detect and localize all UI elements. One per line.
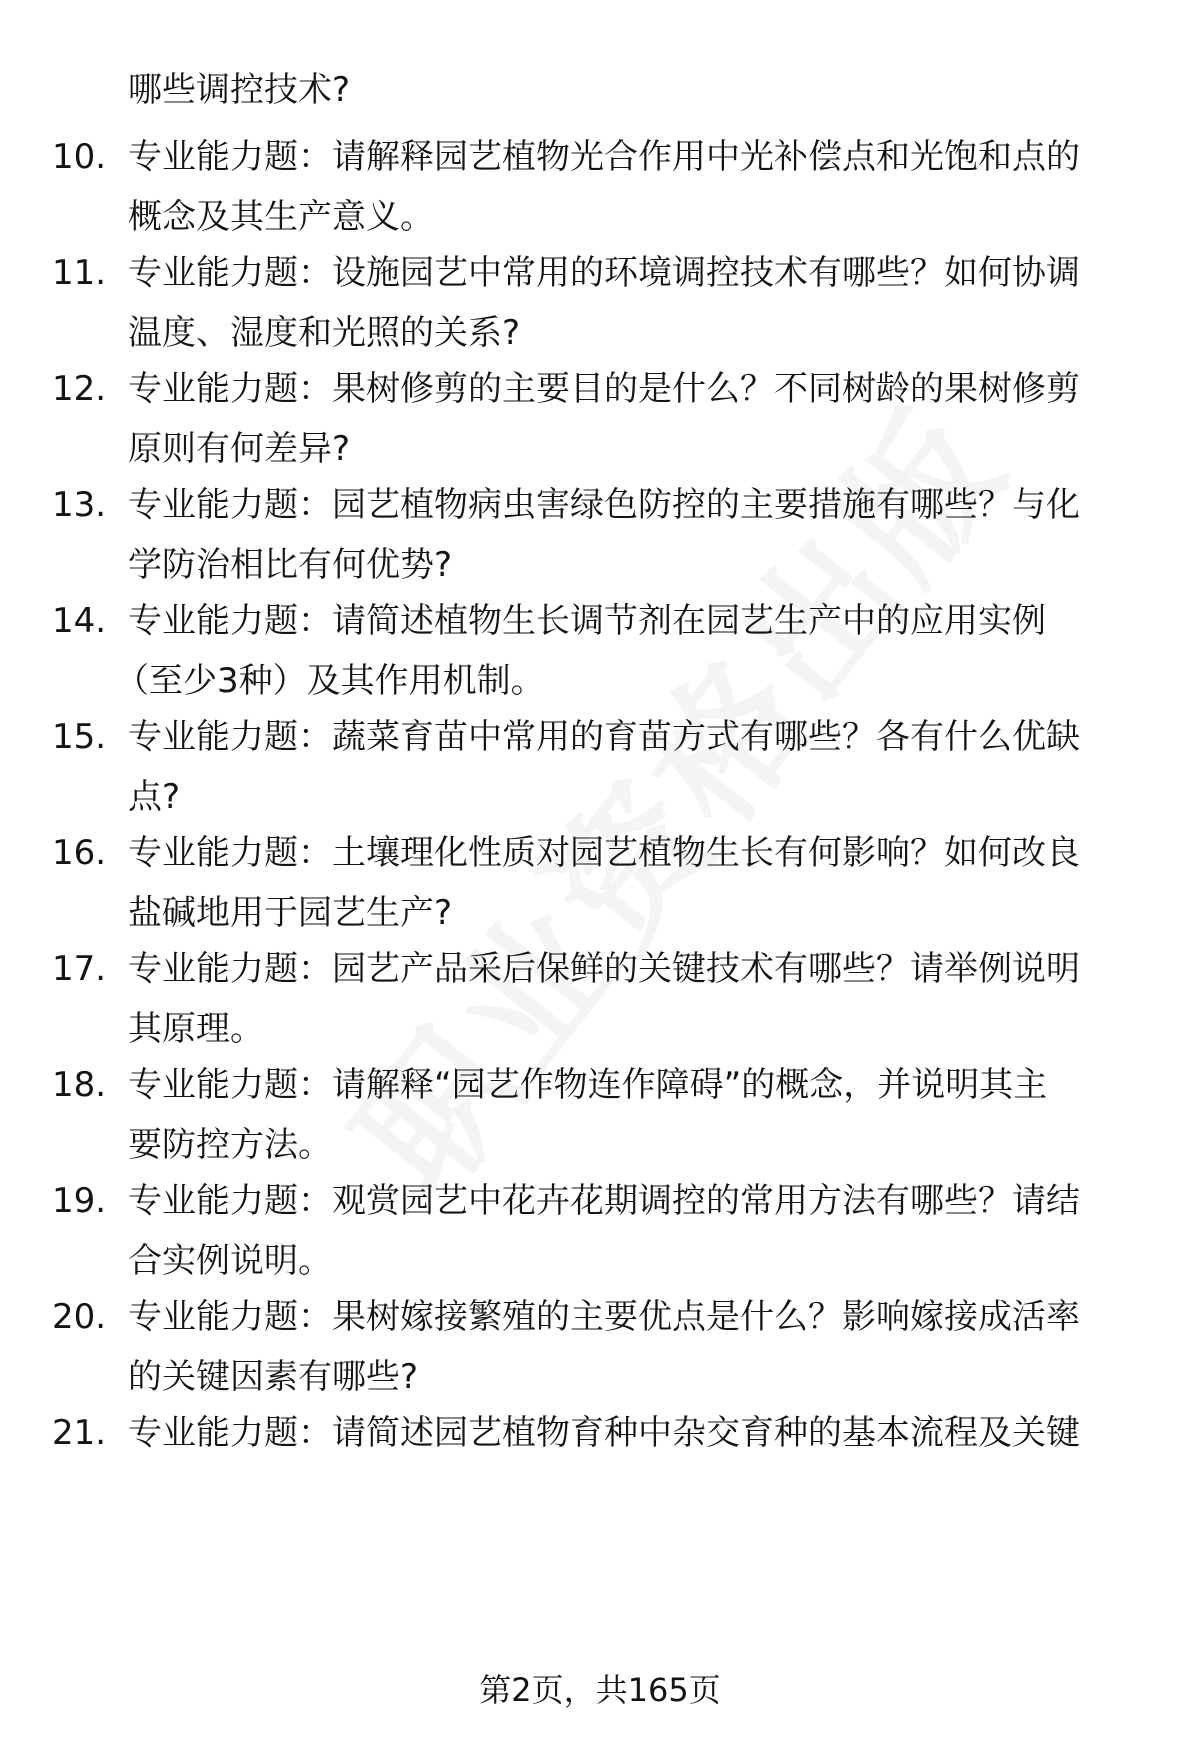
continuation-line: 哪些调控技术? (128, 70, 351, 110)
question-text-line: 专业能力题：请解释“园艺作物连作障碍”的概念，并说明其主 (128, 1065, 1048, 1105)
question-number: 16. (52, 833, 107, 873)
question-text-line: 合实例说明。 (128, 1241, 332, 1281)
question-item (0, 1403, 1200, 1523)
question-text-line: 专业能力题：园艺植物病虫害绿色防控的主要措施有哪些？与化 (128, 485, 1080, 525)
question-text-line: 原则有何差异? (128, 429, 351, 469)
question-text-line: 专业能力题：观赏园艺中花卉花期调控的常用方法有哪些？请结 (128, 1181, 1080, 1221)
question-item (0, 591, 1200, 711)
page-footer (0, 1662, 1200, 1718)
question-item (0, 939, 1200, 1059)
question-text-line: 专业能力题：果树嫁接繁殖的主要优点是什么？影响嫁接成活率 (128, 1297, 1080, 1337)
question-item (0, 243, 1200, 363)
question-text-line: 要防控方法。 (128, 1125, 332, 1165)
question-number: 18. (52, 1065, 107, 1105)
question-text-line: 学防治相比有何优势? (128, 545, 453, 585)
question-text-line: 概念及其生产意义。 (128, 197, 434, 237)
question-text-line: 其原理。 (128, 1009, 264, 1049)
question-text-line: 专业能力题：蔬菜育苗中常用的育苗方式有哪些？各有什么优缺 (128, 717, 1080, 757)
question-number: 14. (52, 601, 107, 641)
question-number: 20. (52, 1297, 107, 1337)
question-text-line: 盐碱地用于园艺生产? (128, 893, 453, 933)
question-number: 19. (52, 1181, 107, 1221)
question-number: 13. (52, 485, 107, 525)
question-number: 12. (52, 369, 107, 409)
question-item (0, 1055, 1200, 1175)
question-text-line: 专业能力题：果树修剪的主要目的是什么？不同树龄的果树修剪 (128, 369, 1080, 409)
question-text-line: 点? (128, 777, 181, 817)
question-number: 21. (52, 1413, 107, 1453)
question-text-line: 温度、湿度和光照的关系? (128, 313, 521, 353)
question-number: 10. (52, 137, 107, 177)
question-item (0, 707, 1200, 827)
question-text-line: 专业能力题：设施园艺中常用的环境调控技术有哪些？如何协调 (128, 253, 1080, 293)
question-item (0, 359, 1200, 479)
question-item (0, 1287, 1200, 1407)
question-text-line: 专业能力题：请简述植物生长调节剂在园艺生产中的应用实例 (128, 601, 1046, 641)
question-item (0, 475, 1200, 595)
page-number-text: 第2页，共165页 (479, 1671, 721, 1709)
question-text-line: 专业能力题：请解释园艺植物光合作用中光补偿点和光饱和点的 (128, 137, 1080, 177)
question-item (0, 823, 1200, 943)
question-item (0, 1171, 1200, 1291)
question-text-line: 专业能力题：请简述园艺植物育种中杂交育种的基本流程及关键 (128, 1413, 1080, 1453)
question-number: 17. (52, 949, 107, 989)
question-text-line: （至少3种）及其作用机制。 (115, 661, 545, 701)
question-number: 11. (52, 253, 107, 293)
question-text-line: 专业能力题：土壤理化性质对园艺植物生长有何影响？如何改良 (128, 833, 1080, 873)
question-text-line: 的关键因素有哪些? (128, 1357, 419, 1397)
question-number: 15. (52, 717, 107, 757)
question-text-line: 专业能力题：园艺产品采后保鲜的关键技术有哪些？请举例说明 (128, 949, 1080, 989)
question-item (0, 127, 1200, 247)
